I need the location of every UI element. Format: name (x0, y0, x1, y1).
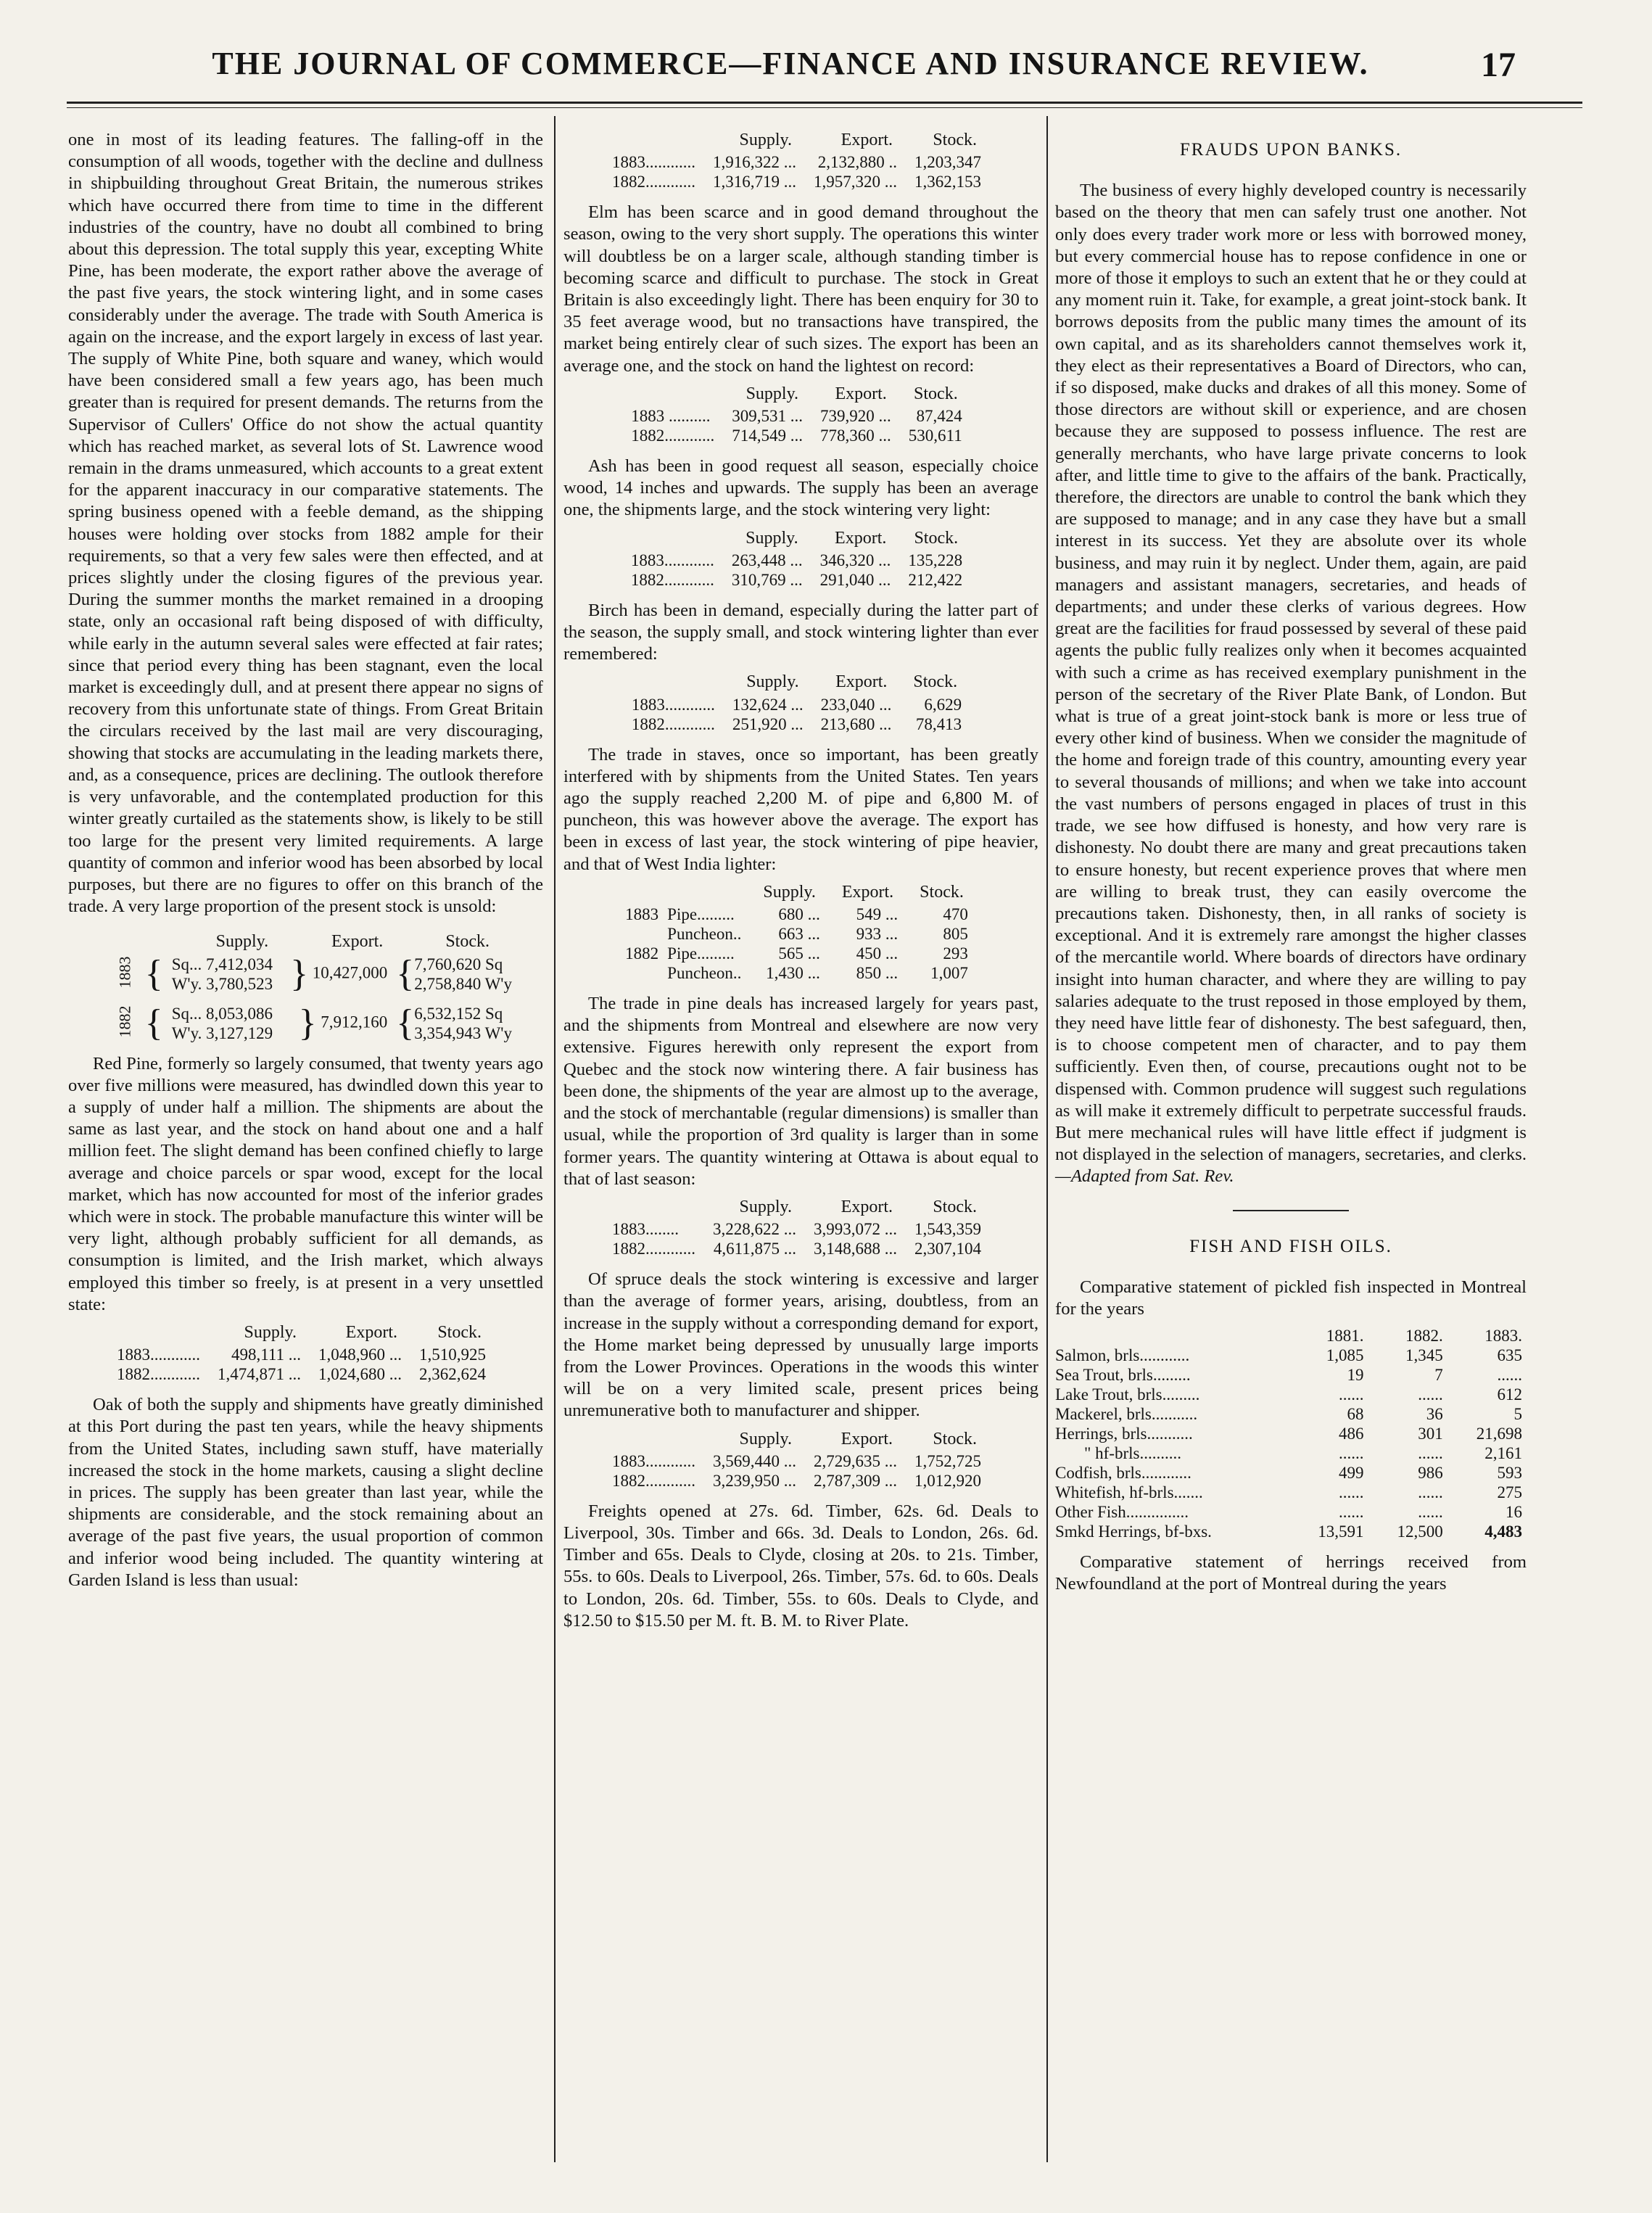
section-heading: FISH AND FISH OILS. (1189, 1236, 1392, 1256)
year-label: 1883 (115, 956, 134, 989)
col-header: Supply. (739, 1197, 792, 1216)
cell: 635 (1497, 1346, 1522, 1365)
col-header: Export. (841, 131, 893, 149)
cell: ...... (1338, 1444, 1364, 1463)
col-header: 1881. (1326, 1327, 1364, 1345)
cell: 1,012,920 (914, 1471, 981, 1490)
section-rule (1233, 1210, 1349, 1211)
cell: 309,531 ... (732, 407, 804, 426)
table-row (1055, 1443, 1527, 1463)
cell: 3,239,950 ... (713, 1471, 796, 1490)
cell: Puncheon.. (667, 925, 742, 944)
cell: 68 (1347, 1405, 1364, 1424)
cell: 1,024,680 ... (318, 1365, 402, 1384)
cell: 1882............ (612, 1240, 695, 1258)
paragraph: Comparative statement of pickled fish inspected in Montreal for the years (1055, 1277, 1527, 1319)
paragraph: Comparative statement of herrings received from Newfoundland at the port of Montreal during the years (1055, 1552, 1527, 1594)
paragraph: Birch has been in demand, especially during the latter part of the season, the supply small, and stock wintering lighter than ever remembered: (563, 600, 1038, 664)
paragraph: Red Pine, formerly so largely consumed, that twenty years ago over five millions were measured, has dwindled down this year to a supply of under half a million. The shipments are about the same as last year, and the stock on hand about one and a half million feet. The slight demand has been confined chiefly to large average and choice parcels or spar wood, except for the local market, which has now accounted for most of the inferior grades which were in stock. The probable manufacture this winter will be very light, although probably sufficient for all demands, as consumption is limited, and the Irish market, which always employed this timber so freely, is at present in a very unsettled state: (68, 1053, 543, 1314)
cell: 1,362,153 (914, 173, 981, 191)
cell: 1883........ (612, 1220, 679, 1239)
col-header: Stock. (913, 672, 958, 692)
red-pine-table (117, 1322, 495, 1384)
cell: " hf-brls.......... (1084, 1444, 1181, 1463)
cell: 1882............ (630, 570, 714, 589)
cell: 3,993,072 ... (814, 1220, 897, 1239)
fish-table (1055, 1326, 1527, 1541)
cell: 739,920 ... (820, 407, 891, 426)
cell: 2,758,840 W'y (414, 974, 512, 993)
paragraph: Of spruce deals the stock wintering is excessive and larger than the average of former years, arising, doubtless, from an increase in the supply without a corresponding demand for export, the Home market being depressed by unusually large imports from the Lower Provinces. Operations in the woods this winter will be on a very limited scale, present prices being unremunerative both to manufacturer and shipper. (563, 1269, 1038, 1421)
cell: 450 ... (856, 944, 899, 963)
table-row (612, 152, 990, 172)
cell: Herrings, brls........... (1055, 1425, 1193, 1443)
col-header: Supply. (746, 672, 799, 692)
paragraph: Freights opened at 27s. 6d. Timber, 62s. 6d. Deals to Liverpool, 30s. Timber and 66s. 3d. Deals to London, 26s. 6d. Timber and 65s. Deals to Clyde, closing at 20s. to 21s. Timber, 55s. to 60s. Deals to Liverpool, 26s. Timber, 57s. 6d. to 60s. Deals to London, 20s. 6d. Timber, 55s. to 60s. Deals to Clyde, and $12.50 to $15.50 per M. ft. B. M. to River Plate. (563, 1501, 1038, 1631)
cell: 1882............ (631, 714, 715, 733)
cell: 233,040 ... (820, 695, 892, 714)
col-header: Export. (835, 672, 888, 692)
spruce-table (612, 1428, 990, 1491)
column-2 (563, 129, 1038, 1638)
col-header: Stock. (914, 384, 958, 403)
table-row (631, 406, 970, 426)
white-pine-table (109, 931, 512, 1044)
cell (625, 963, 667, 983)
cell: 251,920 ... (732, 714, 804, 733)
cell: 135,228 (908, 551, 963, 569)
col-header: Supply. (244, 1322, 297, 1342)
table-row (1055, 1522, 1527, 1541)
cell: W'y. 3,780,523 (171, 974, 273, 993)
cell: 1,048,960 ... (318, 1345, 402, 1364)
cell: 850 ... (856, 964, 899, 983)
col-header: Stock. (437, 1322, 482, 1342)
cell: 714,549 ... (732, 426, 804, 445)
cell: Lake Trout, brls......... (1055, 1385, 1200, 1404)
cell: Sq... 8,053,086 (171, 1004, 273, 1023)
table-row (625, 924, 977, 944)
cell: 933 ... (856, 925, 899, 944)
cell: 12,500 (1397, 1522, 1443, 1541)
cell: ...... (1418, 1444, 1443, 1463)
table-row: 1882 { Sq... 8,053,086 W'y. 3,127,129 } 7,912,160 { 6,532,152 Sq 3,354,943 W'y (115, 1002, 512, 1044)
cell: W'y. 3,127,129 (171, 1023, 273, 1042)
cell: 6,532,152 Sq (414, 1004, 503, 1023)
cell: 13,591 (1318, 1522, 1364, 1541)
cell: 3,569,440 ... (713, 1451, 796, 1470)
cell: 87,424 (916, 407, 962, 426)
section-heading: FRAUDS UPON BANKS. (1179, 140, 1403, 160)
col-header: Supply. (215, 932, 269, 952)
cell: 7 (1434, 1366, 1443, 1385)
table-row (612, 1219, 990, 1239)
col-header: Stock. (933, 1429, 977, 1448)
cell: Sea Trout, brls......... (1055, 1366, 1191, 1385)
cell: 1,916,322 ... (713, 153, 796, 172)
col-header: Export. (841, 882, 894, 902)
col-header: 1883. (1484, 1327, 1522, 1345)
cell (625, 924, 667, 944)
cell: 4,611,875 ... (713, 1240, 796, 1258)
cell: 7,912,160 (321, 1012, 388, 1031)
birch-table (632, 671, 970, 733)
cell: 78,413 (915, 714, 962, 733)
table-row (612, 172, 990, 191)
cell: 1,085 (1326, 1346, 1364, 1365)
cell: 1,543,359 (914, 1220, 981, 1239)
cell: 1883............ (630, 551, 714, 569)
cell: 1883............ (612, 1451, 695, 1470)
col-header: Supply. (763, 882, 816, 902)
col-header: 1882. (1405, 1327, 1443, 1345)
oak-table (612, 129, 990, 191)
cell: 1,316,719 ... (713, 173, 796, 191)
page-number: 17 (1481, 46, 1516, 84)
table-row (1055, 1345, 1527, 1365)
cell: 213,680 ... (820, 714, 892, 733)
cell: 1,345 (1405, 1346, 1443, 1365)
cell: 1882............ (612, 173, 695, 191)
table-row (612, 1239, 990, 1258)
cell: 663 ... (778, 925, 820, 944)
cell: 1883 .......... (631, 407, 711, 426)
col-header: Supply. (739, 1429, 792, 1448)
cell: ...... (1338, 1503, 1364, 1522)
cell: 593 (1497, 1464, 1522, 1483)
cell: 1,007 (930, 964, 968, 983)
col-header: Stock. (914, 528, 959, 548)
paragraph: The trade in staves, once so important, has been greatly interfered with by shipments from the United States. Ten years ago the supply reached 2,200 M. of pipe and 6,800 M. of puncheon, this was however above the average. The export has been in excess of last year, the stock wintering of pipe heavier, and that of West India lighter: (563, 744, 1038, 874)
table-row: 1883 { Sq... 7,412,034 W'y. 3,780,523 } 10,427,000 { 7,760,620 Sq 2,758,840 W'y (115, 952, 512, 994)
table-row (632, 695, 970, 714)
paragraph: Oak of both the supply and shipments have greatly diminished at this Port during the past ten years, while the heavy shipments from the United States, including sawn stuff, have materially increased the stock in the home markets, causing a slight decline in prices. The supply has been greater than last year, while the shipments are considerable, and the stock remaining about an average of the past five years, the usual proportion of common and inferior wood being included. The quantity wintering at Garden Island is less than usual: (68, 1395, 543, 1590)
paragraph: Elm has been scarce and in good demand throughout the season, owing to the very short supply. The operations this winter will doubtless be on a larger scale, although standing timber is becoming scarce and difficult to purchase. The stock in Great Britain is also exceedingly light. There has been enquiry for 30 to 35 feet average wood, but no transactions have transpired, the market being entirely clear of such sizes. The export has been an average one, and the stock on hand the lightest on record: (563, 202, 1038, 376)
cell: 3,228,622 ... (713, 1220, 796, 1239)
cell: Mackerel, brls........... (1055, 1405, 1198, 1424)
cell: Pipe......... (667, 944, 735, 963)
table-row (1055, 1385, 1527, 1404)
column-divider (554, 116, 556, 2162)
elm-table (631, 383, 970, 445)
cell: Codfish, brls............ (1055, 1464, 1191, 1483)
table-row (1055, 1502, 1527, 1522)
cell: 2,307,104 (914, 1240, 981, 1258)
cell: 275 (1497, 1483, 1522, 1502)
page-header (65, 45, 1516, 88)
cell: 1882............ (612, 1471, 695, 1490)
cell: 1,474,871 ... (218, 1365, 301, 1384)
cell: 1882 (625, 944, 659, 963)
pine-deals-table (612, 1196, 990, 1258)
cell: 263,448 ... (731, 551, 803, 569)
col-header: Export. (835, 384, 887, 403)
table-row (632, 714, 970, 734)
col-header: Export. (835, 528, 887, 548)
cell: 1,510,925 (419, 1345, 486, 1364)
table-row (1055, 1404, 1527, 1424)
col-header: Stock. (445, 932, 490, 952)
cell: 3,354,943 W'y (414, 1023, 512, 1042)
cell: Puncheon.. (667, 964, 742, 983)
cell: 36 (1426, 1405, 1443, 1424)
cell: 2,161 (1484, 1444, 1522, 1463)
paragraph: The trade in pine deals has increased largely for years past, and the shipments from Montreal and elsewhere are now very extensive. Figures herewith only represent the export from Quebec and the stock now wintering there. A fair business has been done, the shipments of the year are almost up to the average, and the stock of merchantable (regular dimensions) is smaller than usual, while the proportion of 3rd quality is larger than in some former years. The quantity wintering at Ottawa is about equal to that of last season: (563, 994, 1038, 1189)
column-1 (68, 129, 543, 1597)
cell: 10,427,000 (312, 963, 388, 981)
cell: 805 (943, 925, 968, 944)
cell: Whitefish, hf-brls....... (1055, 1483, 1203, 1502)
cell: Pipe......... (667, 905, 735, 924)
col-header: Supply. (746, 528, 798, 548)
source-credit: —Adapted from Sat. Rev. (1055, 1166, 1234, 1187)
cell: 530,611 (908, 426, 962, 445)
cell: 986 (1418, 1464, 1443, 1483)
table-row (1055, 1483, 1527, 1502)
cell: 310,769 ... (731, 570, 803, 589)
cell: 1882............ (631, 426, 715, 445)
cell: 1883 (625, 905, 659, 924)
cell: 293 (943, 944, 968, 963)
col-header: Supply. (739, 131, 792, 149)
header-rule-thin (67, 107, 1582, 108)
table-row (612, 1471, 990, 1491)
cell: Salmon, brls............ (1055, 1346, 1190, 1365)
article-text: The business of every highly developed country is necessarily based on the theory that men can safely trust one another. Not only does every trader work more or less with borrowed money, but every commercial house has to repose confidence in one or more of those it employs to such an extent that he or they could at any moment ruin it. Take, for example, a great joint-stock bank. It borrows deposits from the public many times the amount of its own capital, and as its shareholders cannot themselves work it, they elect as their representatives a Board of Directors, who can, if so disposed, make ducks and drakes of all this money. Some of those directors are without skill or experience, and are chosen because they are supposed to possess influence. The rest are generally merchants, who have large private concerns to look after, and little time to give to the affairs of the bank. Practically, therefore, the directors are unable to control the bank which they are supposed to manage; and in any case they have but a small interest in its success. Yet they are absolute over its whole business, and may ruin it by neglect. Under them, again, are paid managers and assistant managers, secretaries, and heads of departments; and under these clerks of various degrees. How great are the facilities for fraud possessed by several of these paid agents the public fully realizes only when it becomes acquainted with such a crime as has received exemplary punishment in the person of the secretary of the River Plate Bank, of London. But what is true of a great joint-stock bank is more or less true of every other kind of business. When we consider the magnitude of the home and foreign trade of this country, amounting every year to several thousands of millions; and when we take into account the vast numbers of persons engaged in places of trust in this trade, we see how diffused is honesty, and how very rare is dishonesty. No doubt there are many and great precautions taken to ensure honesty, but recent experience proves that where men are willing to break trust, they can easily overcome the precautions taken. Dishonesty, then, in all ranks of society is exceptional. And it is extremely rare amongst the higher classes of the mercantile world. Where boards of directors have ordinary insight into human character, and where they are willing to pay salaries adequate to the trust reposed in those employed by them, they need have little fear of dishonesty. The best safeguard, then, is to choose competent men of character, and to pay them sufficiently. Even then, of course, precautions ought not to be dispensed with. Common prudence will suggest such regulations as will make it extremely difficult to perpetrate successful frauds. But mere mechanical rules will have little effect if judgment is not displayed in the selection of managers, secretaries, and clerks. (1055, 181, 1527, 1165)
cell: 2,362,624 (419, 1365, 486, 1384)
table-row (612, 1451, 990, 1471)
paragraph: one in most of its leading features. The falling-off in the consumption of all woods, together with the decline and dullness in shipbuilding throughout Great Britain, the numerous strikes which have occurred there from time to time in the different industries of the country, have no doubt all combined to bring about this depression. The total supply this year, excepting White Pine, has been moderate, the export rather above the average of the past five years, the stock wintering light, and in some cases considerably under the average. The trade with South America is again on the increase, and the export largely in excess of last year. The supply of White Pine, both square and waney, which would have been considered small a few years ago, has been much greater than is required for present demands. The returns from the Supervisor of Cullers' Office do not show the actual quantity which has reached market, as several lots of St. Lawrence wood remain in the drams unmeasured, which accounts to a great extent for the apparent inaccuracy in our comparative statements. The spring business opened with a feeble demand, as the shipping houses were holding over stocks from 1882 ample for their requirements, so that a very few sales were then effected, and at prices slightly under the closing figures of the previous year. During the summer months the market remained in a drooping state, only an occasional raft being disposed of with difficulty, while early in the autumn several sales were effected at fair rates; since that period every thing has been stagnant, even the local market is exceedingly dull, and at present there appear no signs of recovery from this unfortunate state of things. From Great Britain the circulars received by the last mail are very discouraging, showing that stocks are accumulating in the leading markets there, and, as a consequence, prices are declining. The outlook therefore is very unfavorable, and the contemplated production for this winter greatly curtailed as the statements show, is likely to be still too large for the present very limited requirements. A large quantity of common and inferior wood has been absorbed by local purposes, but there are no figures to offer on this branch of the trade. A very large proportion of the present stock is unsold: (68, 130, 543, 917)
cell: ...... (1418, 1385, 1443, 1404)
table-row (631, 570, 971, 590)
cell: ...... (1418, 1483, 1443, 1502)
cell: 6,629 (924, 695, 962, 714)
table-row (1055, 1463, 1527, 1483)
cell: 346,320 ... (819, 551, 891, 569)
col-header: Stock. (920, 882, 964, 902)
cell: 4,483 (1484, 1522, 1522, 1541)
cell: ...... (1497, 1366, 1522, 1385)
paragraph: Ash has been in good request all season, especially choice wood, 14 inches and upwards. The supply has been an average one, the shipments large, and the stock wintering very light: (563, 456, 1038, 520)
running-title: THE JOURNAL OF COMMERCE—FINANCE AND INSURANCE REVIEW. (212, 46, 1369, 81)
col-header: Supply. (746, 384, 799, 403)
cell: 1883............ (117, 1345, 200, 1364)
table-row (117, 1364, 495, 1384)
cell: ...... (1338, 1385, 1364, 1404)
table-row (625, 904, 977, 924)
cell: 612 (1497, 1385, 1522, 1404)
cell: 16 (1506, 1503, 1522, 1522)
cell: 1,430 ... (766, 964, 820, 983)
cell: 291,040 ... (819, 570, 891, 589)
table-row (1055, 1424, 1527, 1443)
table-row (625, 963, 977, 983)
cell: 2,729,635 ... (814, 1451, 897, 1470)
col-header: Export. (841, 1429, 893, 1448)
cell: 132,624 ... (732, 695, 804, 714)
cell: 1883............ (612, 153, 695, 172)
cell: 212,422 (908, 570, 963, 589)
col-header: Export. (331, 932, 384, 952)
year-label: 1882 (115, 1005, 134, 1038)
cell: 1883............ (631, 695, 715, 714)
table-row (117, 1345, 495, 1364)
cell: 565 ... (778, 944, 820, 963)
col-header: Export. (345, 1322, 397, 1342)
cell: 19 (1347, 1366, 1364, 1385)
cell: 470 (943, 905, 968, 924)
cell: Sq... 7,412,034 (171, 955, 273, 973)
column-divider (1046, 116, 1048, 2162)
cell: 778,360 ... (820, 426, 891, 445)
cell: 21,698 (1476, 1425, 1522, 1443)
cell: 499 (1338, 1464, 1364, 1483)
cell: Other Fish............... (1055, 1503, 1189, 1522)
cell: 2,132,880 .. (817, 153, 897, 172)
table-row (625, 944, 977, 963)
staves-table (625, 881, 977, 983)
cell: 2,787,309 ... (814, 1471, 897, 1490)
cell: 1,957,320 ... (814, 173, 897, 191)
cell: 301 (1418, 1425, 1443, 1443)
cell: 680 ... (778, 905, 820, 924)
cell: 1882............ (117, 1365, 200, 1384)
cell: 7,760,620 Sq (414, 955, 503, 973)
cell: ...... (1418, 1503, 1443, 1522)
cell: ...... (1338, 1483, 1364, 1502)
table-row (1055, 1365, 1527, 1385)
cell: 498,111 ... (231, 1345, 301, 1364)
paragraph (1055, 180, 1527, 1187)
col-header: Stock. (933, 131, 977, 149)
cell: 549 ... (856, 905, 899, 924)
col-header: Stock. (933, 1197, 977, 1216)
col-header: Export. (841, 1197, 893, 1216)
cell: 3,148,688 ... (814, 1240, 897, 1258)
cell: 1,203,347 (914, 153, 981, 172)
header-rule (67, 102, 1582, 104)
column-3 (1055, 129, 1527, 1602)
cell: 5 (1513, 1405, 1522, 1424)
table-row (631, 426, 970, 445)
cell: Smkd Herrings, bf-bxs. (1055, 1522, 1212, 1541)
cell: 486 (1338, 1425, 1364, 1443)
table-row (631, 551, 971, 570)
cell: 1,752,725 (914, 1451, 981, 1470)
ash-table (631, 527, 971, 590)
